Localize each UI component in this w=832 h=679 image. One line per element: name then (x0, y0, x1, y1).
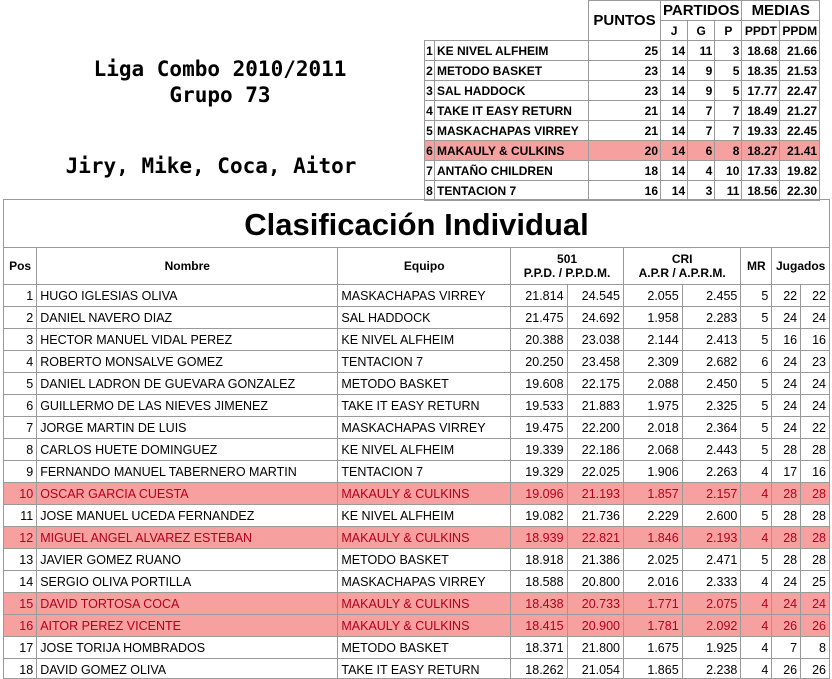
standings-played-cell: 14 (661, 121, 688, 141)
standings-row (425, 61, 820, 81)
standings-lost-cell: 3 (715, 41, 742, 61)
standings-lost-cell: 5 (715, 81, 742, 101)
player-ppdm-cell: 22.186 (567, 439, 623, 461)
puntos-header: PUNTOS (589, 1, 661, 41)
standings-ppdm-cell: 21.53 (780, 61, 820, 81)
player-row (4, 593, 830, 615)
player-aprm-cell: 2.364 (682, 417, 741, 439)
player-apr-cell: 2.088 (623, 373, 682, 395)
player-team-cell: KE NIVEL ALFHEIM (338, 439, 511, 461)
player-apr-cell: 2.025 (623, 549, 682, 571)
mr-header: MR (741, 248, 772, 285)
jugados-header: Jugados (772, 248, 830, 285)
player-team-cell: SAL HADDOCK (338, 307, 511, 329)
player-ppdm-cell: 21.800 (567, 637, 623, 659)
g-header: G (688, 21, 715, 41)
player-aprm-cell: 2.325 (682, 395, 741, 417)
standings-played-cell: 14 (661, 101, 688, 121)
player-played-b-cell: 8 (801, 637, 830, 659)
player-ppdm-cell: 22.821 (567, 527, 623, 549)
player-aprm-cell: 2.443 (682, 439, 741, 461)
player-row (4, 483, 830, 505)
player-aprm-cell: 2.450 (682, 373, 741, 395)
player-ppdm-cell: 23.458 (567, 351, 623, 373)
player-team-cell: MASKACHAPAS VIRREY (338, 417, 511, 439)
player-row (4, 417, 830, 439)
player-played-b-cell: 28 (801, 505, 830, 527)
standings-ppdt-cell: 18.49 (742, 101, 780, 121)
player-apr-cell: 2.018 (623, 417, 682, 439)
player-player-name-cell: JOSE TORIJA HOMBRADOS (37, 637, 338, 659)
standings-position-cell: 8 (425, 181, 435, 201)
player-player-name-cell: FERNANDO MANUEL TABERNERO MARTIN (37, 461, 338, 483)
player-mr-cell: 5 (741, 439, 772, 461)
player-aprm-cell: 2.682 (682, 351, 741, 373)
player-team-cell: TAKE IT EASY RETURN (338, 659, 511, 679)
player-mr-cell: 5 (741, 329, 772, 351)
player-aprm-cell: 2.471 (682, 549, 741, 571)
individual-section (3, 199, 830, 679)
player-aprm-cell: 2.283 (682, 307, 741, 329)
player-position-cell: 15 (4, 593, 37, 615)
standings-lost-cell: 10 (715, 161, 742, 181)
player-played-b-cell: 24 (801, 395, 830, 417)
player-position-cell: 16 (4, 615, 37, 637)
standings-points-cell: 23 (589, 81, 661, 101)
standings-won-cell: 7 (688, 101, 715, 121)
standings-row (425, 101, 820, 121)
player-aprm-cell: 2.413 (682, 329, 741, 351)
player-mr-cell: 5 (741, 373, 772, 395)
player-ppd-cell: 21.814 (511, 285, 567, 307)
player-aprm-cell: 2.193 (682, 527, 741, 549)
player-mr-cell: 4 (741, 659, 772, 679)
player-apr-cell: 2.055 (623, 285, 682, 307)
player-mr-cell: 4 (741, 527, 772, 549)
standings-row (425, 81, 820, 101)
player-mr-cell: 5 (741, 549, 772, 571)
player-row (4, 615, 830, 637)
cri-header (623, 248, 740, 285)
individual-table (3, 247, 830, 679)
player-played-a-cell: 28 (772, 505, 801, 527)
player-aprm-cell: 2.600 (682, 505, 741, 527)
player-played-b-cell: 23 (801, 351, 830, 373)
player-position-cell: 8 (4, 439, 37, 461)
standings-row (425, 41, 820, 61)
player-played-b-cell: 24 (801, 307, 830, 329)
standings-ppdm-cell: 22.45 (780, 121, 820, 141)
player-ppd-cell: 18.588 (511, 571, 567, 593)
player-position-cell: 12 (4, 527, 37, 549)
player-played-b-cell: 28 (801, 549, 830, 571)
player-player-name-cell: JOSE MANUEL UCEDA FERNANDEZ (37, 505, 338, 527)
individual-header-row (4, 248, 830, 285)
standings-ppdt-cell: 18.35 (742, 61, 780, 81)
standings-position-cell: 4 (425, 101, 435, 121)
league-heading (0, 56, 440, 108)
player-played-b-cell: 28 (801, 527, 830, 549)
player-apr-cell: 1.958 (623, 307, 682, 329)
player-aprm-cell: 2.092 (682, 615, 741, 637)
medias-header: MEDIAS (742, 1, 820, 21)
standings-won-cell: 3 (688, 181, 715, 201)
player-player-name-cell: GUILLERMO DE LAS NIEVES JIMENEZ (37, 395, 338, 417)
standings-position-cell: 1 (425, 41, 435, 61)
player-played-b-cell: 16 (801, 461, 830, 483)
501-header (511, 248, 624, 285)
player-mr-cell: 5 (741, 417, 772, 439)
player-team-cell: MAKAULY & CULKINS (338, 483, 511, 505)
league-name: Liga Combo 2010/2011 (0, 56, 440, 82)
standings-ppdm-cell: 21.27 (780, 101, 820, 121)
player-ppdm-cell: 21.054 (567, 659, 623, 679)
player-ppd-cell: 18.918 (511, 549, 567, 571)
player-played-b-cell: 22 (801, 285, 830, 307)
player-played-b-cell: 26 (801, 615, 830, 637)
standings-position-cell: 5 (425, 121, 435, 141)
standings-ppdm-cell: 21.66 (780, 41, 820, 61)
player-ppd-cell: 18.438 (511, 593, 567, 615)
player-ppd-cell: 19.533 (511, 395, 567, 417)
player-ppd-cell: 19.339 (511, 439, 567, 461)
player-ppd-cell: 19.608 (511, 373, 567, 395)
player-ppdm-cell: 20.800 (567, 571, 623, 593)
standings-won-cell: 9 (688, 81, 715, 101)
player-aprm-cell: 2.157 (682, 483, 741, 505)
player-played-a-cell: 24 (772, 593, 801, 615)
nombre-header: Nombre (37, 248, 338, 285)
player-player-name-cell: CARLOS HUETE DOMINGUEZ (37, 439, 338, 461)
standings-row (425, 161, 820, 181)
standings-ppdm-cell: 19.82 (780, 161, 820, 181)
standings-position-cell: 7 (425, 161, 435, 181)
standings-team-name-cell: ANTAÑO CHILDREN (435, 161, 589, 181)
player-player-name-cell: ROBERTO MONSALVE GOMEZ (37, 351, 338, 373)
player-row (4, 351, 830, 373)
player-player-name-cell: DAVID TORTOSA COCA (37, 593, 338, 615)
standings-won-cell: 9 (688, 61, 715, 81)
player-aprm-cell: 2.455 (682, 285, 741, 307)
standings-points-cell: 25 (589, 41, 661, 61)
player-ppdm-cell: 20.900 (567, 615, 623, 637)
standings-played-cell: 14 (661, 81, 688, 101)
standings-row (425, 141, 820, 161)
standings-won-cell: 4 (688, 161, 715, 181)
player-ppd-cell: 20.250 (511, 351, 567, 373)
player-team-cell: MASKACHAPAS VIRREY (338, 285, 511, 307)
player-ppd-cell: 18.939 (511, 527, 567, 549)
player-position-cell: 10 (4, 483, 37, 505)
player-row (4, 329, 830, 351)
player-position-cell: 11 (4, 505, 37, 527)
standings-ppdt-cell: 17.33 (742, 161, 780, 181)
standings-ppdm-cell: 22.47 (780, 81, 820, 101)
standings-ppdt-cell: 18.68 (742, 41, 780, 61)
player-played-a-cell: 7 (772, 637, 801, 659)
player-team-cell: METODO BASKET (338, 637, 511, 659)
player-player-name-cell: JORGE MARTIN DE LUIS (37, 417, 338, 439)
player-team-cell: MAKAULY & CULKINS (338, 615, 511, 637)
player-played-b-cell: 16 (801, 329, 830, 351)
player-ppdm-cell: 21.386 (567, 549, 623, 571)
player-played-a-cell: 24 (772, 417, 801, 439)
player-mr-cell: 5 (741, 307, 772, 329)
ppdm-header: PPDM (780, 21, 820, 41)
player-apr-cell: 2.016 (623, 571, 682, 593)
player-played-a-cell: 24 (772, 373, 801, 395)
player-apr-cell: 1.771 (623, 593, 682, 615)
player-ppdm-cell: 22.200 (567, 417, 623, 439)
standings-team-name-cell: MAKAULY & CULKINS (435, 141, 589, 161)
player-played-a-cell: 24 (772, 395, 801, 417)
pos-header: Pos (4, 248, 37, 285)
player-ppd-cell: 19.329 (511, 461, 567, 483)
player-ppd-cell: 19.096 (511, 483, 567, 505)
player-aprm-cell: 2.263 (682, 461, 741, 483)
player-played-a-cell: 28 (772, 549, 801, 571)
standings-team-name-cell: TENTACION 7 (435, 181, 589, 201)
player-apr-cell: 1.906 (623, 461, 682, 483)
player-apr-cell: 2.068 (623, 439, 682, 461)
player-ppdm-cell: 22.175 (567, 373, 623, 395)
standings-points-cell: 16 (589, 181, 661, 201)
j-header: J (661, 21, 688, 41)
standings-points-cell: 21 (589, 121, 661, 141)
player-played-b-cell: 28 (801, 483, 830, 505)
player-ppdm-cell: 23.038 (567, 329, 623, 351)
501-title: 501 (514, 252, 620, 266)
equipo-header: Equipo (338, 248, 511, 285)
standings-lost-cell: 7 (715, 121, 742, 141)
player-aprm-cell: 2.333 (682, 571, 741, 593)
p-header: P (715, 21, 742, 41)
player-ppdm-cell: 24.692 (567, 307, 623, 329)
standings-team-name-cell: SAL HADDOCK (435, 81, 589, 101)
standings-lost-cell: 11 (715, 181, 742, 201)
player-ppd-cell: 18.415 (511, 615, 567, 637)
player-apr-cell: 2.229 (623, 505, 682, 527)
standings-won-cell: 11 (688, 41, 715, 61)
player-ppdm-cell: 24.545 (567, 285, 623, 307)
player-played-b-cell: 22 (801, 417, 830, 439)
player-row (4, 395, 830, 417)
cri-subtitle: A.P.R / A.P.R.M. (627, 266, 737, 280)
player-row (4, 527, 830, 549)
player-apr-cell: 2.309 (623, 351, 682, 373)
player-played-a-cell: 26 (772, 615, 801, 637)
standings-points-cell: 23 (589, 61, 661, 81)
player-position-cell: 6 (4, 395, 37, 417)
standings-played-cell: 14 (661, 141, 688, 161)
standings-won-cell: 6 (688, 141, 715, 161)
player-mr-cell: 4 (741, 571, 772, 593)
player-played-a-cell: 24 (772, 571, 801, 593)
player-row (4, 571, 830, 593)
player-player-name-cell: DANIEL LADRON DE GUEVARA GONZALEZ (37, 373, 338, 395)
standings-won-cell: 7 (688, 121, 715, 141)
player-played-a-cell: 26 (772, 659, 801, 679)
player-team-cell: METODO BASKET (338, 373, 511, 395)
standings-lost-cell: 8 (715, 141, 742, 161)
501-subtitle: P.P.D. / P.P.D.M. (514, 266, 620, 280)
player-team-cell: KE NIVEL ALFHEIM (338, 329, 511, 351)
player-mr-cell: 4 (741, 593, 772, 615)
player-played-b-cell: 24 (801, 373, 830, 395)
player-team-cell: MAKAULY & CULKINS (338, 593, 511, 615)
ppdt-header: PPDT (742, 21, 780, 41)
standings-team-name-cell: METODO BASKET (435, 61, 589, 81)
player-ppd-cell: 18.262 (511, 659, 567, 679)
player-mr-cell: 4 (741, 637, 772, 659)
standings-played-cell: 14 (661, 41, 688, 61)
player-played-b-cell: 25 (801, 571, 830, 593)
player-aprm-cell: 2.238 (682, 659, 741, 679)
player-played-a-cell: 28 (772, 483, 801, 505)
player-player-name-cell: HUGO IGLESIAS OLIVA (37, 285, 338, 307)
player-position-cell: 9 (4, 461, 37, 483)
player-team-cell: TAKE IT EASY RETURN (338, 395, 511, 417)
player-aprm-cell: 2.075 (682, 593, 741, 615)
player-ppdm-cell: 21.883 (567, 395, 623, 417)
player-team-cell: TENTACION 7 (338, 461, 511, 483)
player-apr-cell: 1.975 (623, 395, 682, 417)
standings-points-cell: 21 (589, 101, 661, 121)
player-player-name-cell: JAVIER GOMEZ RUANO (37, 549, 338, 571)
player-apr-cell: 1.781 (623, 615, 682, 637)
standings-row (425, 121, 820, 141)
player-player-name-cell: DANIEL NAVERO DIAZ (37, 307, 338, 329)
individual-title: Clasificación Individual (4, 200, 829, 247)
standings-header-row (425, 1, 820, 21)
player-ppd-cell: 19.475 (511, 417, 567, 439)
player-apr-cell: 1.675 (623, 637, 682, 659)
player-player-name-cell: MIGUEL ANGEL ALVAREZ ESTEBAN (37, 527, 338, 549)
standings-table (424, 0, 820, 201)
standings-position-cell: 2 (425, 61, 435, 81)
player-player-name-cell: OSCAR GARCIA CUESTA (37, 483, 338, 505)
player-player-name-cell: AITOR PEREZ VICENTE (37, 615, 338, 637)
player-mr-cell: 4 (741, 483, 772, 505)
partidos-header: PARTIDOS (661, 1, 742, 21)
player-row (4, 307, 830, 329)
player-apr-cell: 1.865 (623, 659, 682, 679)
standings-lost-cell: 7 (715, 101, 742, 121)
player-ppdm-cell: 22.025 (567, 461, 623, 483)
player-position-cell: 18 (4, 659, 37, 679)
player-ppd-cell: 20.388 (511, 329, 567, 351)
player-mr-cell: 4 (741, 461, 772, 483)
player-position-cell: 14 (4, 571, 37, 593)
player-played-a-cell: 17 (772, 461, 801, 483)
standings-position-cell: 6 (425, 141, 435, 161)
player-row (4, 659, 830, 679)
player-team-cell: TENTACION 7 (338, 351, 511, 373)
player-row (4, 637, 830, 659)
player-ppd-cell: 21.475 (511, 307, 567, 329)
players-line: Jiry, Mike, Coca, Aitor (0, 154, 422, 178)
player-ppdm-cell: 21.736 (567, 505, 623, 527)
standings-lost-cell: 5 (715, 61, 742, 81)
standings-played-cell: 14 (661, 181, 688, 201)
standings-team-name-cell: KE NIVEL ALFHEIM (435, 41, 589, 61)
player-player-name-cell: HECTOR MANUEL VIDAL PEREZ (37, 329, 338, 351)
standings-ppdm-cell: 22.30 (780, 181, 820, 201)
standings-points-cell: 18 (589, 161, 661, 181)
group-name: Grupo 73 (0, 82, 440, 108)
standings-ppdt-cell: 18.27 (742, 141, 780, 161)
player-played-b-cell: 26 (801, 659, 830, 679)
standings-position-cell: 3 (425, 81, 435, 101)
standings-team-name-cell: MASKACHAPAS VIRREY (435, 121, 589, 141)
player-row (4, 549, 830, 571)
standings-ppdt-cell: 17.77 (742, 81, 780, 101)
player-played-a-cell: 24 (772, 351, 801, 373)
player-team-cell: METODO BASKET (338, 549, 511, 571)
player-aprm-cell: 1.925 (682, 637, 741, 659)
player-row (4, 373, 830, 395)
standings-played-cell: 14 (661, 161, 688, 181)
standings-played-cell: 14 (661, 61, 688, 81)
player-ppdm-cell: 20.733 (567, 593, 623, 615)
player-position-cell: 7 (4, 417, 37, 439)
standings-points-cell: 20 (589, 141, 661, 161)
player-position-cell: 17 (4, 637, 37, 659)
player-row (4, 461, 830, 483)
standings-ppdt-cell: 19.33 (742, 121, 780, 141)
player-apr-cell: 2.144 (623, 329, 682, 351)
player-position-cell: 4 (4, 351, 37, 373)
player-player-name-cell: SERGIO OLIVA PORTILLA (37, 571, 338, 593)
player-mr-cell: 4 (741, 615, 772, 637)
standings-ppdt-cell: 18.56 (742, 181, 780, 201)
standings-row (425, 181, 820, 201)
player-row (4, 505, 830, 527)
player-played-b-cell: 28 (801, 439, 830, 461)
player-ppdm-cell: 21.193 (567, 483, 623, 505)
player-mr-cell: 5 (741, 395, 772, 417)
player-position-cell: 2 (4, 307, 37, 329)
player-ppd-cell: 19.082 (511, 505, 567, 527)
player-played-a-cell: 28 (772, 439, 801, 461)
player-played-a-cell: 16 (772, 329, 801, 351)
player-mr-cell: 5 (741, 285, 772, 307)
player-ppd-cell: 18.371 (511, 637, 567, 659)
player-played-a-cell: 22 (772, 285, 801, 307)
player-played-a-cell: 28 (772, 527, 801, 549)
player-position-cell: 13 (4, 549, 37, 571)
player-apr-cell: 1.846 (623, 527, 682, 549)
player-mr-cell: 6 (741, 351, 772, 373)
player-apr-cell: 1.857 (623, 483, 682, 505)
player-position-cell: 3 (4, 329, 37, 351)
player-position-cell: 1 (4, 285, 37, 307)
player-row (4, 439, 830, 461)
player-row (4, 285, 830, 307)
player-played-a-cell: 24 (772, 307, 801, 329)
player-player-name-cell: DAVID GOMEZ OLIVA (37, 659, 338, 679)
cri-title: CRI (627, 252, 737, 266)
player-played-b-cell: 24 (801, 593, 830, 615)
player-position-cell: 5 (4, 373, 37, 395)
player-team-cell: MASKACHAPAS VIRREY (338, 571, 511, 593)
player-team-cell: KE NIVEL ALFHEIM (338, 505, 511, 527)
standings-team-name-cell: TAKE IT EASY RETURN (435, 101, 589, 121)
player-mr-cell: 5 (741, 505, 772, 527)
standings-ppdm-cell: 21.41 (780, 141, 820, 161)
player-team-cell: MAKAULY & CULKINS (338, 527, 511, 549)
